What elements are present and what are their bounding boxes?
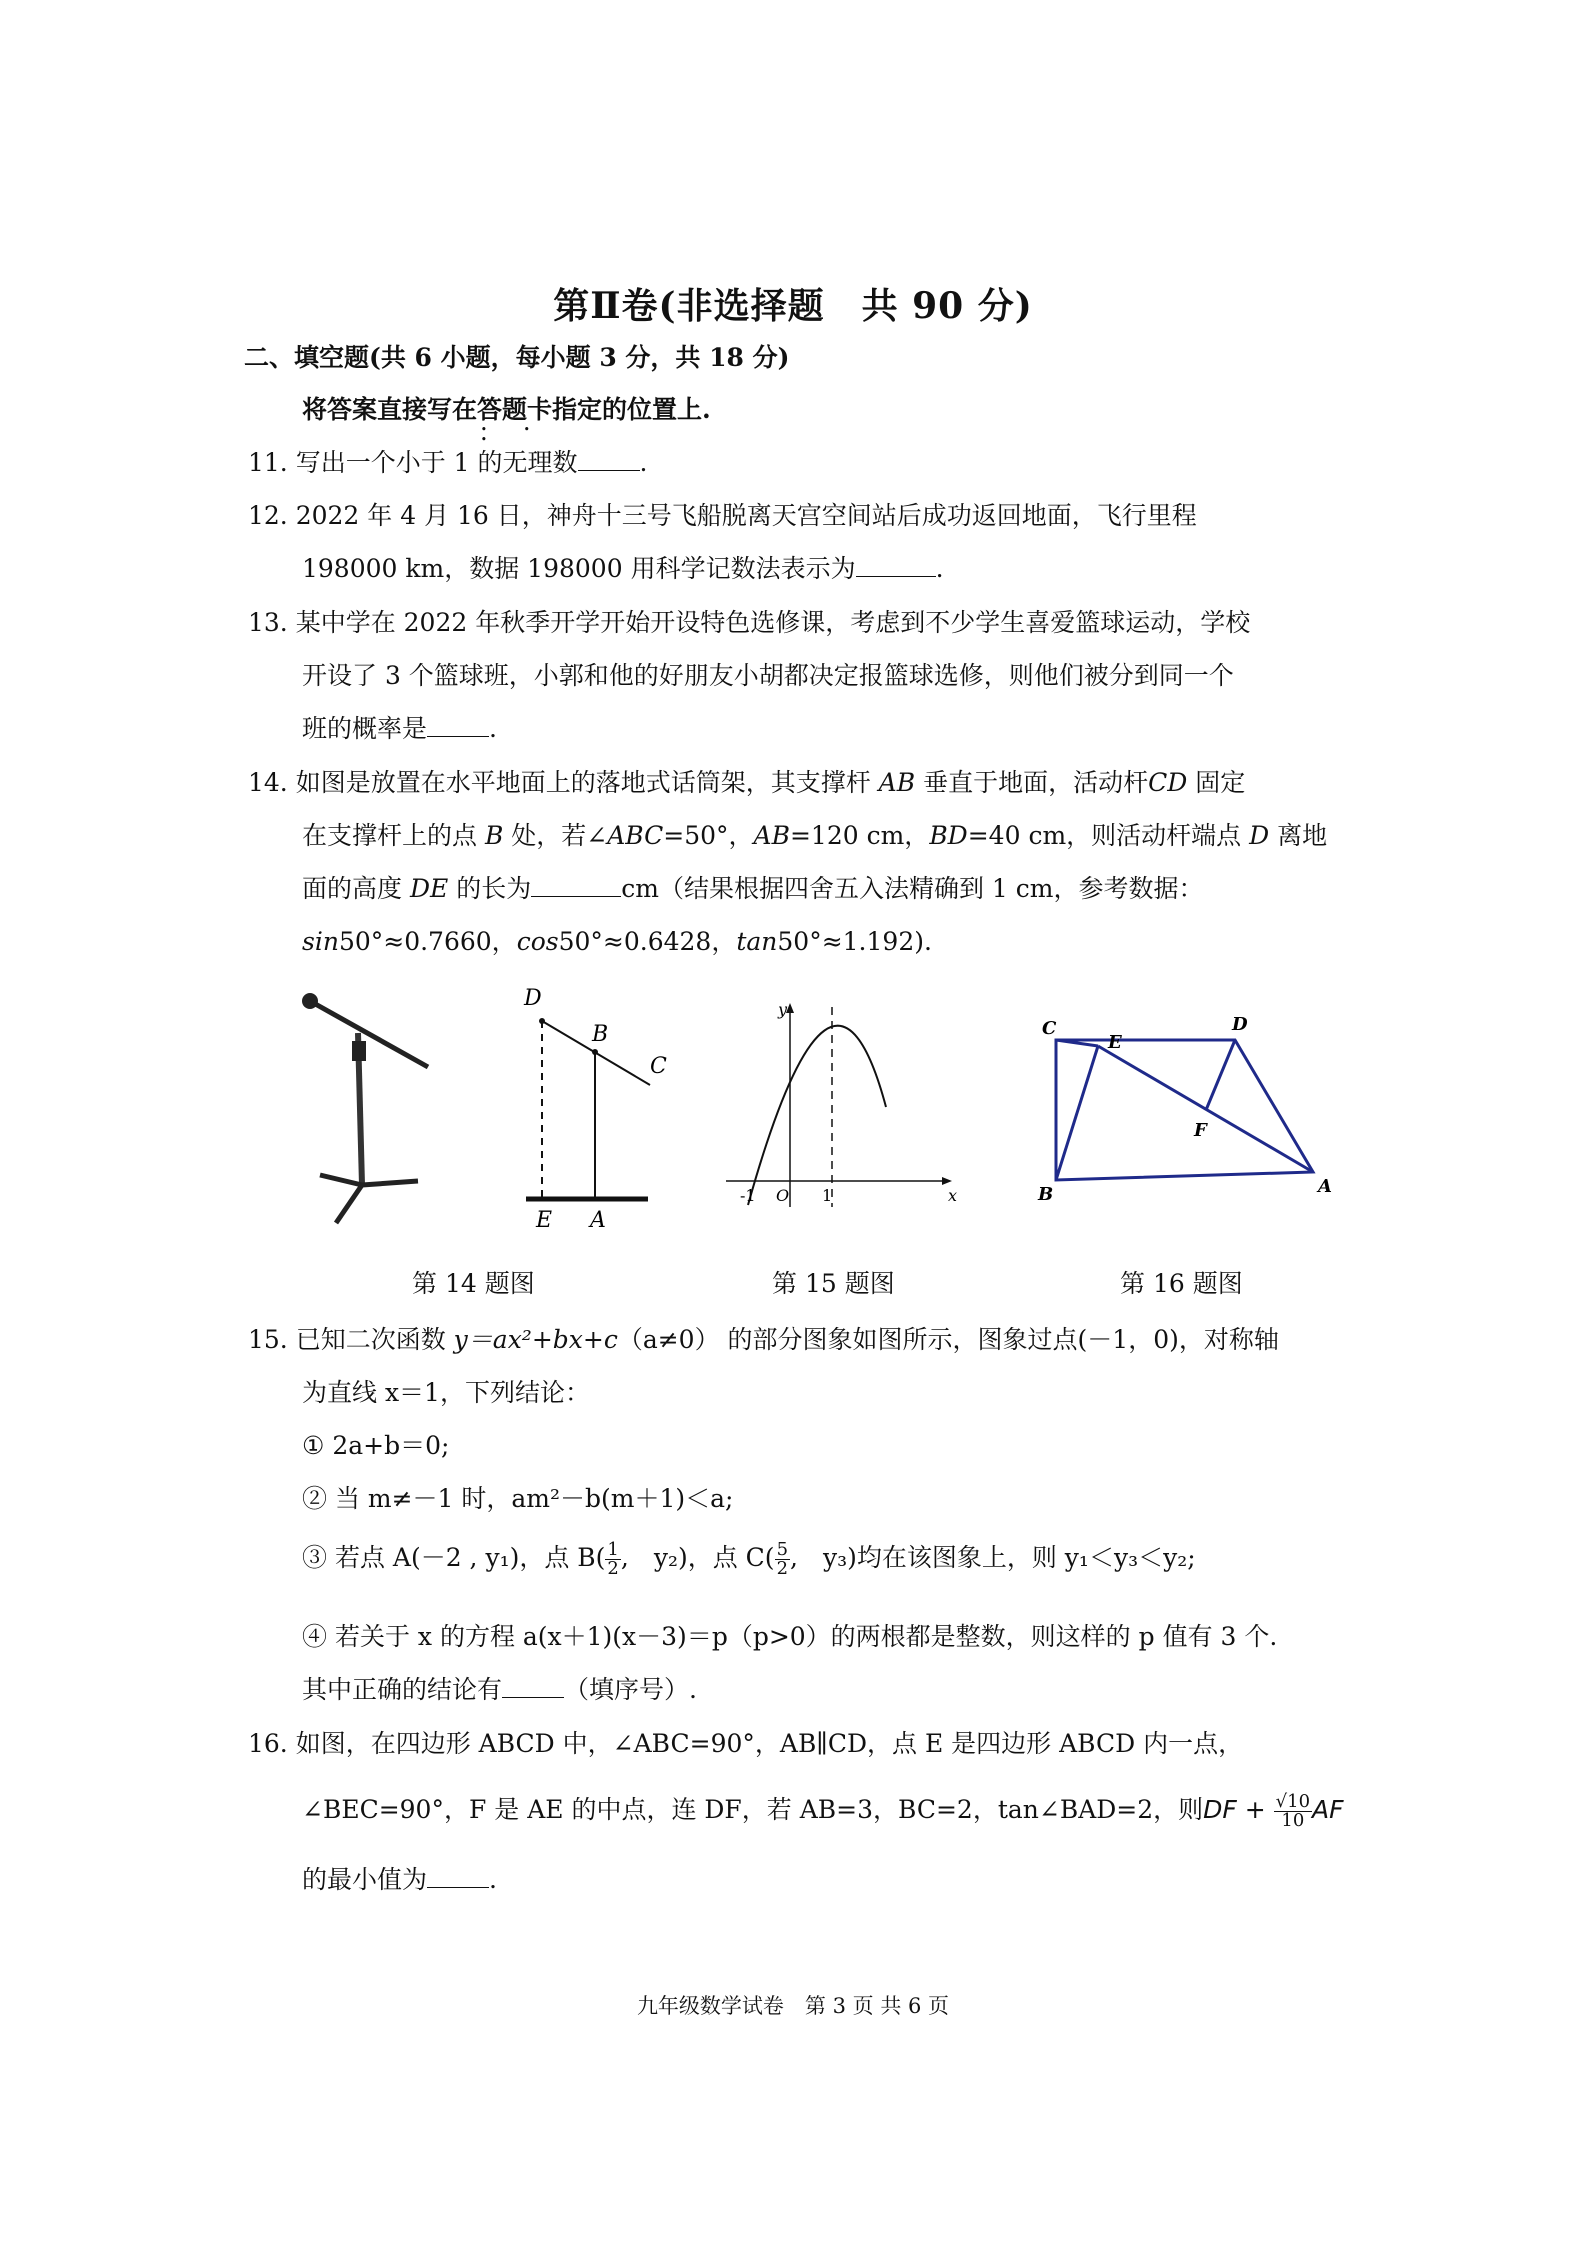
figure-16-quadrilateral (1030, 1008, 1340, 1208)
question-14-line2: 在支撑杆上的点 B 处，若∠ABC=50°，AB=120 cm，BD=40 cm，则活动杆端点 D 离地 (302, 821, 1328, 850)
x-axis-arrow (942, 1177, 952, 1185)
question-14-line1: 14. 如图是放置在水平地面上的落地式话筒架，其支撑杆 AB 垂直于地面，活动杆CD 固定 (248, 768, 1246, 797)
answer-blank (502, 1675, 564, 1698)
figure-15-caption: 第 15 题图 (772, 1269, 895, 1298)
question-15-conclusion-2: ② 当 m≠－1 时，am²－b(m＋1)＜a; (302, 1484, 734, 1513)
question-15-conclusion-1: ① 2a+b＝0; (302, 1431, 450, 1460)
segment-df (1206, 1040, 1235, 1110)
label-e: E (536, 1208, 553, 1233)
question-16-line1: 16. 如图，在四边形 ABCD 中，∠ABC=90°，AB∥CD，点 E 是四边形 ABCD 内一点， (248, 1729, 1244, 1758)
question-12-line1: 12. 2022 年 4 月 16 日，神舟十三号飞船脱离天宫空间站后成功返回地面，飞行里程 (248, 501, 1197, 530)
microphone-stand-figure (298, 985, 448, 1235)
label-y: y (778, 1000, 788, 1019)
stand-clamp (352, 1041, 366, 1061)
label-c: C (1042, 1018, 1057, 1039)
label-b: B (592, 1022, 609, 1047)
label-f: F (1194, 1120, 1207, 1141)
answer-blank (856, 554, 936, 577)
question-16-line3: 的最小值为 . (302, 1865, 497, 1894)
fraction-sqrt10-over-10: $\frac{√10}{10}$ (1275, 1791, 1311, 1831)
section-instruction: 将答案直接写在答题卡 • • •指定的位置上. (302, 390, 711, 426)
answer-blank (427, 1865, 489, 1888)
answer-blank (427, 714, 489, 737)
question-15-answer-line: 其中正确的结论有 （填序号）. (302, 1675, 697, 1704)
label-e: E (1108, 1032, 1122, 1053)
label-origin: O (776, 1186, 790, 1205)
question-11: 11. 写出一个小于 1 的无理数 . (248, 448, 648, 477)
label-x: x (948, 1186, 958, 1205)
question-13-line2: 开设了 3 个篮球班，小郭和他的好朋友小胡都决定报篮球选修，则他们被分到同一个 (302, 661, 1234, 690)
figure-14-diagram (510, 985, 680, 1235)
microphone-head (302, 993, 318, 1009)
question-15-line1: 15. 已知二次函数 y＝ax²+bx+c（a≠0） 的部分图象如图所示，图象过点(－1，0)，对称轴 (248, 1325, 1279, 1354)
point-d (539, 1018, 545, 1024)
section-heading: 二、填空题(共 6 小题，每小题 3 分，共 18 分) (244, 343, 790, 372)
answer-blank (531, 874, 621, 897)
label-c: C (650, 1054, 667, 1079)
label-d: D (1232, 1014, 1248, 1035)
question-15-conclusion-4: ④ 若关于 x 的方程 a(x＋1)(x－3)＝p（p>0）的两根都是整数，则这样的 p 值有 3 个. (302, 1622, 1278, 1651)
page-title: 第Ⅱ卷(非选择题 共 90 分) (553, 285, 1033, 327)
label-a: A (1318, 1176, 1332, 1197)
label-neg1: -1 (740, 1186, 756, 1205)
question-14-line4: sin50°≈0.7660，cos50°≈0.6428，tan50°≈1.192). (302, 927, 932, 956)
figure-15-parabola (720, 995, 960, 1225)
question-15-line2: 为直线 x＝1，下列结论： (302, 1378, 590, 1407)
question-14-line3: 面的高度 DE 的长为 cm（结果根据四舍五入法精确到 1 cm，参考数据： (302, 874, 1204, 903)
figure-16-caption: 第 16 题图 (1120, 1269, 1243, 1298)
question-13-line3: 班的概率是 . (302, 714, 497, 743)
parabola-curve (748, 1026, 886, 1205)
question-12-line2: 198000 km，数据 198000 用科学记数法表示为 . (302, 554, 944, 583)
label-d: D (524, 986, 542, 1011)
stand-leg (336, 1185, 362, 1223)
page-footer: 九年级数学试卷 第 3 页 共 6 页 (636, 1994, 950, 2018)
label-a: A (590, 1208, 606, 1233)
question-16-line2: ∠BEC=90°，F 是 AE 的中点，连 DF，若 AB=3，BC=2，tan∠BAD=2，则DF + $\frac{√10}{10}$ AF (302, 1791, 1344, 1831)
figure-14-caption: 第 14 题图 (412, 1269, 535, 1298)
question-13-line1: 13. 某中学在 2022 年秋季开学开始开设特色选修课，考虑到不少学生喜爱篮球运动，学校 (248, 608, 1251, 637)
point-b (592, 1049, 598, 1055)
stand-leg (362, 1181, 418, 1185)
stand-boom (310, 1001, 428, 1067)
y-axis-arrow (786, 1003, 794, 1013)
label-1: 1 (822, 1186, 833, 1205)
fraction-one-half: $\frac{1}{2}$ (607, 1539, 619, 1579)
emphasis-dots: 答题卡 • • • (477, 395, 552, 424)
question-15-conclusion-3: ③ 若点 A(－2 , y₁)，点 B( $\frac{1}{2}$ , y₂)，点 C( $\frac{5}{2}$ , y₃)均在该图象上，则 y₁＜y₃＜y₂; (302, 1539, 1196, 1579)
label-b: B (1038, 1184, 1054, 1205)
stand-leg (320, 1175, 362, 1185)
fraction-five-halves: $\frac{5}{2}$ (776, 1539, 789, 1579)
segment-be (1056, 1046, 1098, 1180)
answer-blank (578, 448, 640, 471)
